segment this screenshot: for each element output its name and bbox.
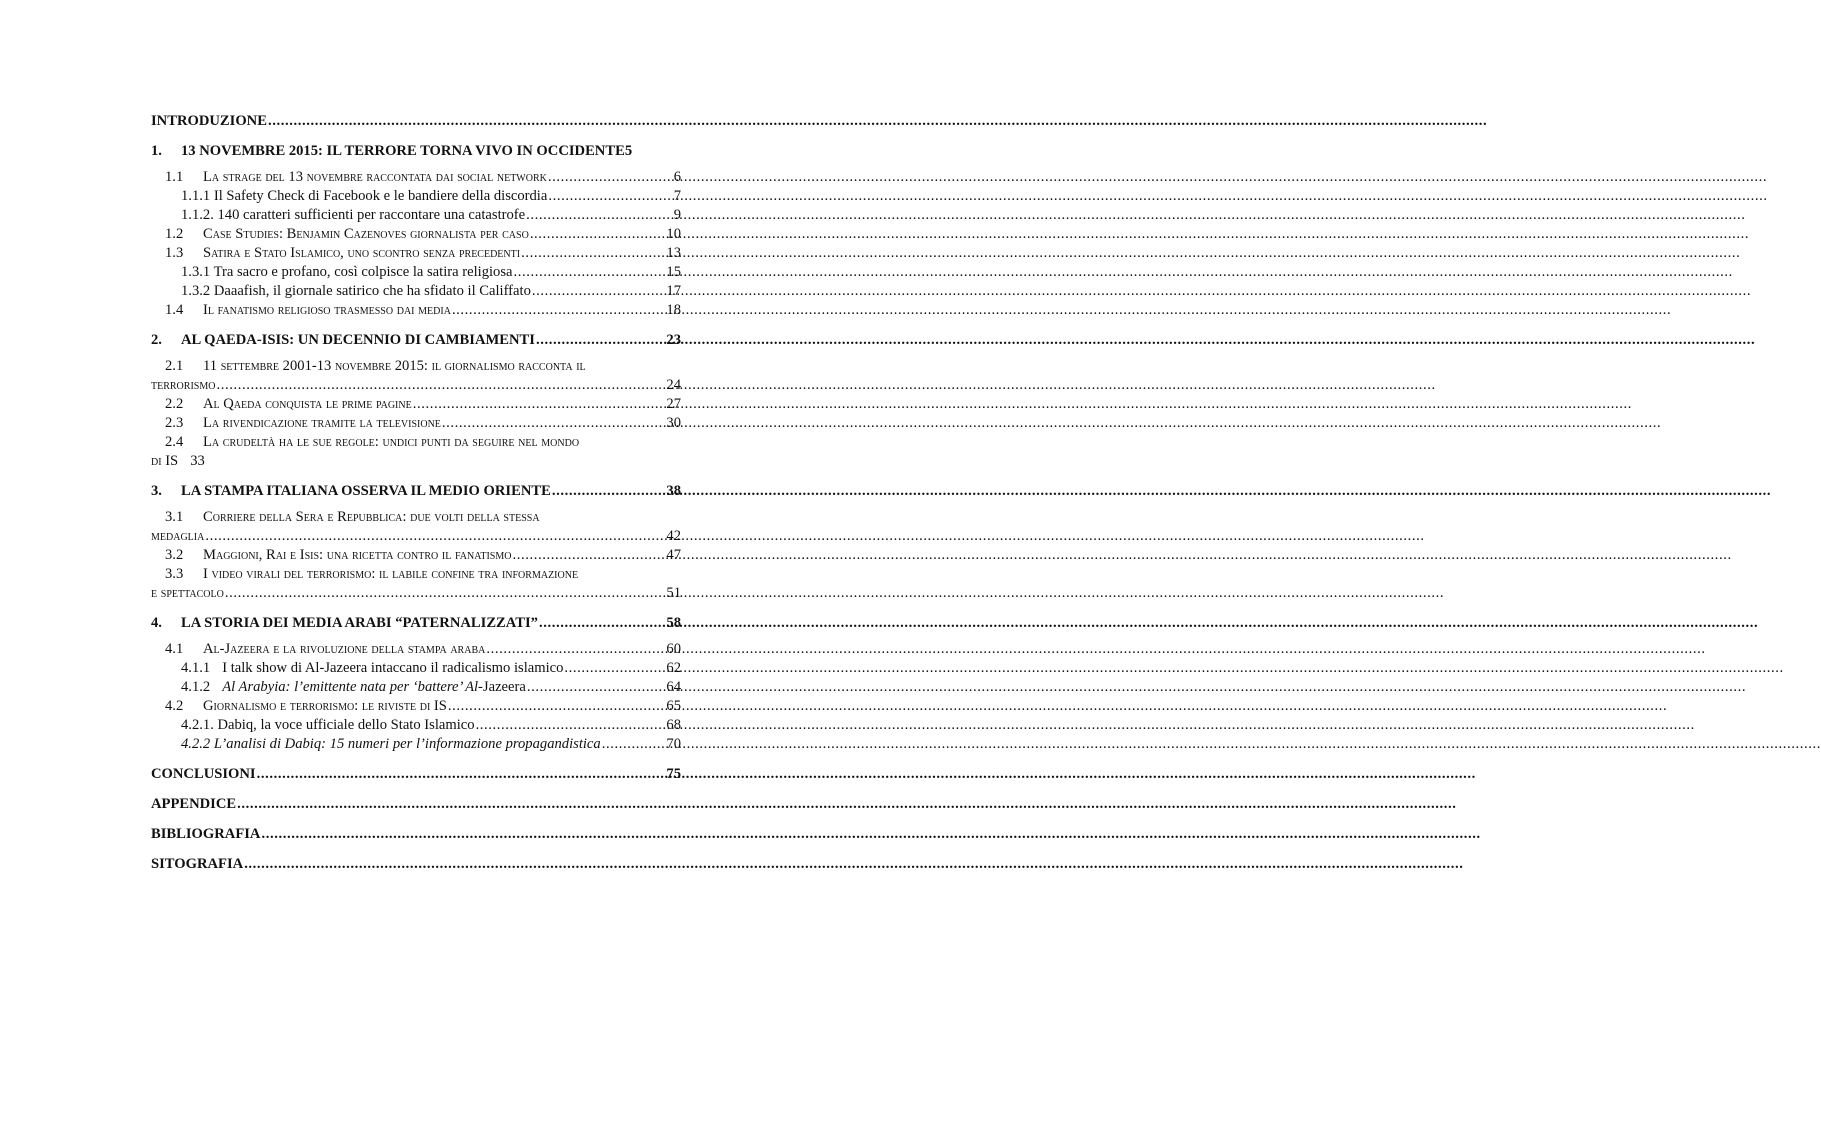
- toc-entry-4-1[interactable]: 4.1 Al-Jazeera e la rivoluzione della stampa araba ..... 60: [151, 640, 681, 659]
- toc-entry-1-1-2[interactable]: 1.1.2. 140 caratteri sufficienti per raccontare una catastrofe ..... 9: [151, 206, 681, 225]
- table-of-contents: [151, 112, 681, 877]
- toc-entry-bibliografia[interactable]: BIBLIOGRAFIA .....: [151, 825, 681, 844]
- toc-entry-chapter-2[interactable]: 2. AL QAEDA-ISIS: UN DECENNIO DI CAMBIAMENTI ..... 23: [151, 331, 681, 350]
- toc-entry-conclusioni[interactable]: CONCLUSIONI ..... 75: [151, 765, 681, 784]
- toc-entry-chapter-1[interactable]: 1. 13 NOVEMBRE 2015: IL TERRORE TORNA VIVO IN OCCIDENTE 5: [151, 143, 633, 159]
- toc-entry-2-4[interactable]: 2.4 La crudeltà ha le sue regole: undici punti da seguire nel mondo di IS 33: [151, 434, 580, 469]
- toc-entry-4-2[interactable]: 4.2 Giornalismo e terrorismo: le riviste di IS ..... 65: [151, 697, 681, 716]
- toc-entry-2-2[interactable]: 2.2 Al Qaeda conquista le prime pagine ..... 27: [151, 395, 681, 414]
- toc-entry-3-3[interactable]: 3.3 I video virali del terrorismo: il labile confine tra informazione e spettacolo ..... 51: [151, 565, 681, 603]
- toc-entry-4-1-2[interactable]: 4.1.2 Al Arabyia: l’emittente nata per ‘battere’ Al- Jazeera ..... 64: [151, 678, 681, 697]
- toc-entry-3-2[interactable]: 3.2 Maggioni, Rai e Isis: una ricetta contro il fanatismo ..... 47: [151, 546, 681, 565]
- toc-entry-1-4[interactable]: 1.4 Il fanatismo religioso trasmesso dai media ..... 18: [151, 301, 681, 320]
- toc-entry-1-1[interactable]: 1.1 La strage del 13 novembre raccontata dai social network ..... 6: [151, 168, 681, 187]
- toc-entry-introduzione[interactable]: INTRODUZIONE .....: [151, 112, 681, 131]
- toc-entry-1-1-1[interactable]: 1.1.1 Il Safety Check di Facebook e le bandiere della discordia ..... 7: [151, 187, 681, 206]
- toc-entry-sitografia[interactable]: SITOGRAFIA .....: [151, 855, 681, 874]
- toc-entry-2-3[interactable]: 2.3 La rivendicazione tramite la televisione ..... 30: [151, 414, 681, 433]
- toc-entry-4-2-2[interactable]: 4.2.2 L’analisi di Dabiq: 15 numeri per l’informazione propagandistica ..... 70: [151, 735, 681, 754]
- toc-entry-1-3-1[interactable]: 1.3.1 Tra sacro e profano, così colpisce la satira religiosa ..... 15: [151, 263, 681, 282]
- toc-entry-4-2-1[interactable]: 4.2.1. Dabiq, la voce ufficiale dello Stato Islamico ..... 68: [151, 716, 681, 735]
- toc-entry-appendice[interactable]: APPENDICE .....: [151, 795, 681, 814]
- toc-entry-chapter-4[interactable]: 4. LA STORIA DEI MEDIA ARABI “PATERNALIZZATI” ..... 58: [151, 614, 681, 633]
- toc-entry-chapter-3[interactable]: 3. LA STAMPA ITALIANA OSSERVA IL MEDIO ORIENTE ..... 38: [151, 482, 681, 501]
- document-page: [0, 0, 794, 1123]
- toc-entry-4-1-1[interactable]: 4.1.1 I talk show di Al-Jazeera intaccano il radicalismo islamico ..... 62: [151, 659, 681, 678]
- toc-entry-2-1[interactable]: 2.1 11 settembre 2001-13 novembre 2015: il giornalismo racconta il terrorismo ..... 24: [151, 357, 681, 395]
- toc-entry-1-3[interactable]: 1.3 Satira e Stato Islamico, uno scontro senza precedenti ..... 13: [151, 244, 681, 263]
- toc-entry-3-1[interactable]: 3.1 Corriere della Sera e Repubblica: due volti della stessa medaglia ..... 42: [151, 508, 681, 546]
- toc-entry-1-3-2[interactable]: 1.3.2 Daaafish, il giornale satirico che ha sfidato il Califfato ..... 17: [151, 282, 681, 301]
- toc-entry-1-2[interactable]: 1.2 Case Studies: Benjamin Cazenoves giornalista per caso ..... 10: [151, 225, 681, 244]
